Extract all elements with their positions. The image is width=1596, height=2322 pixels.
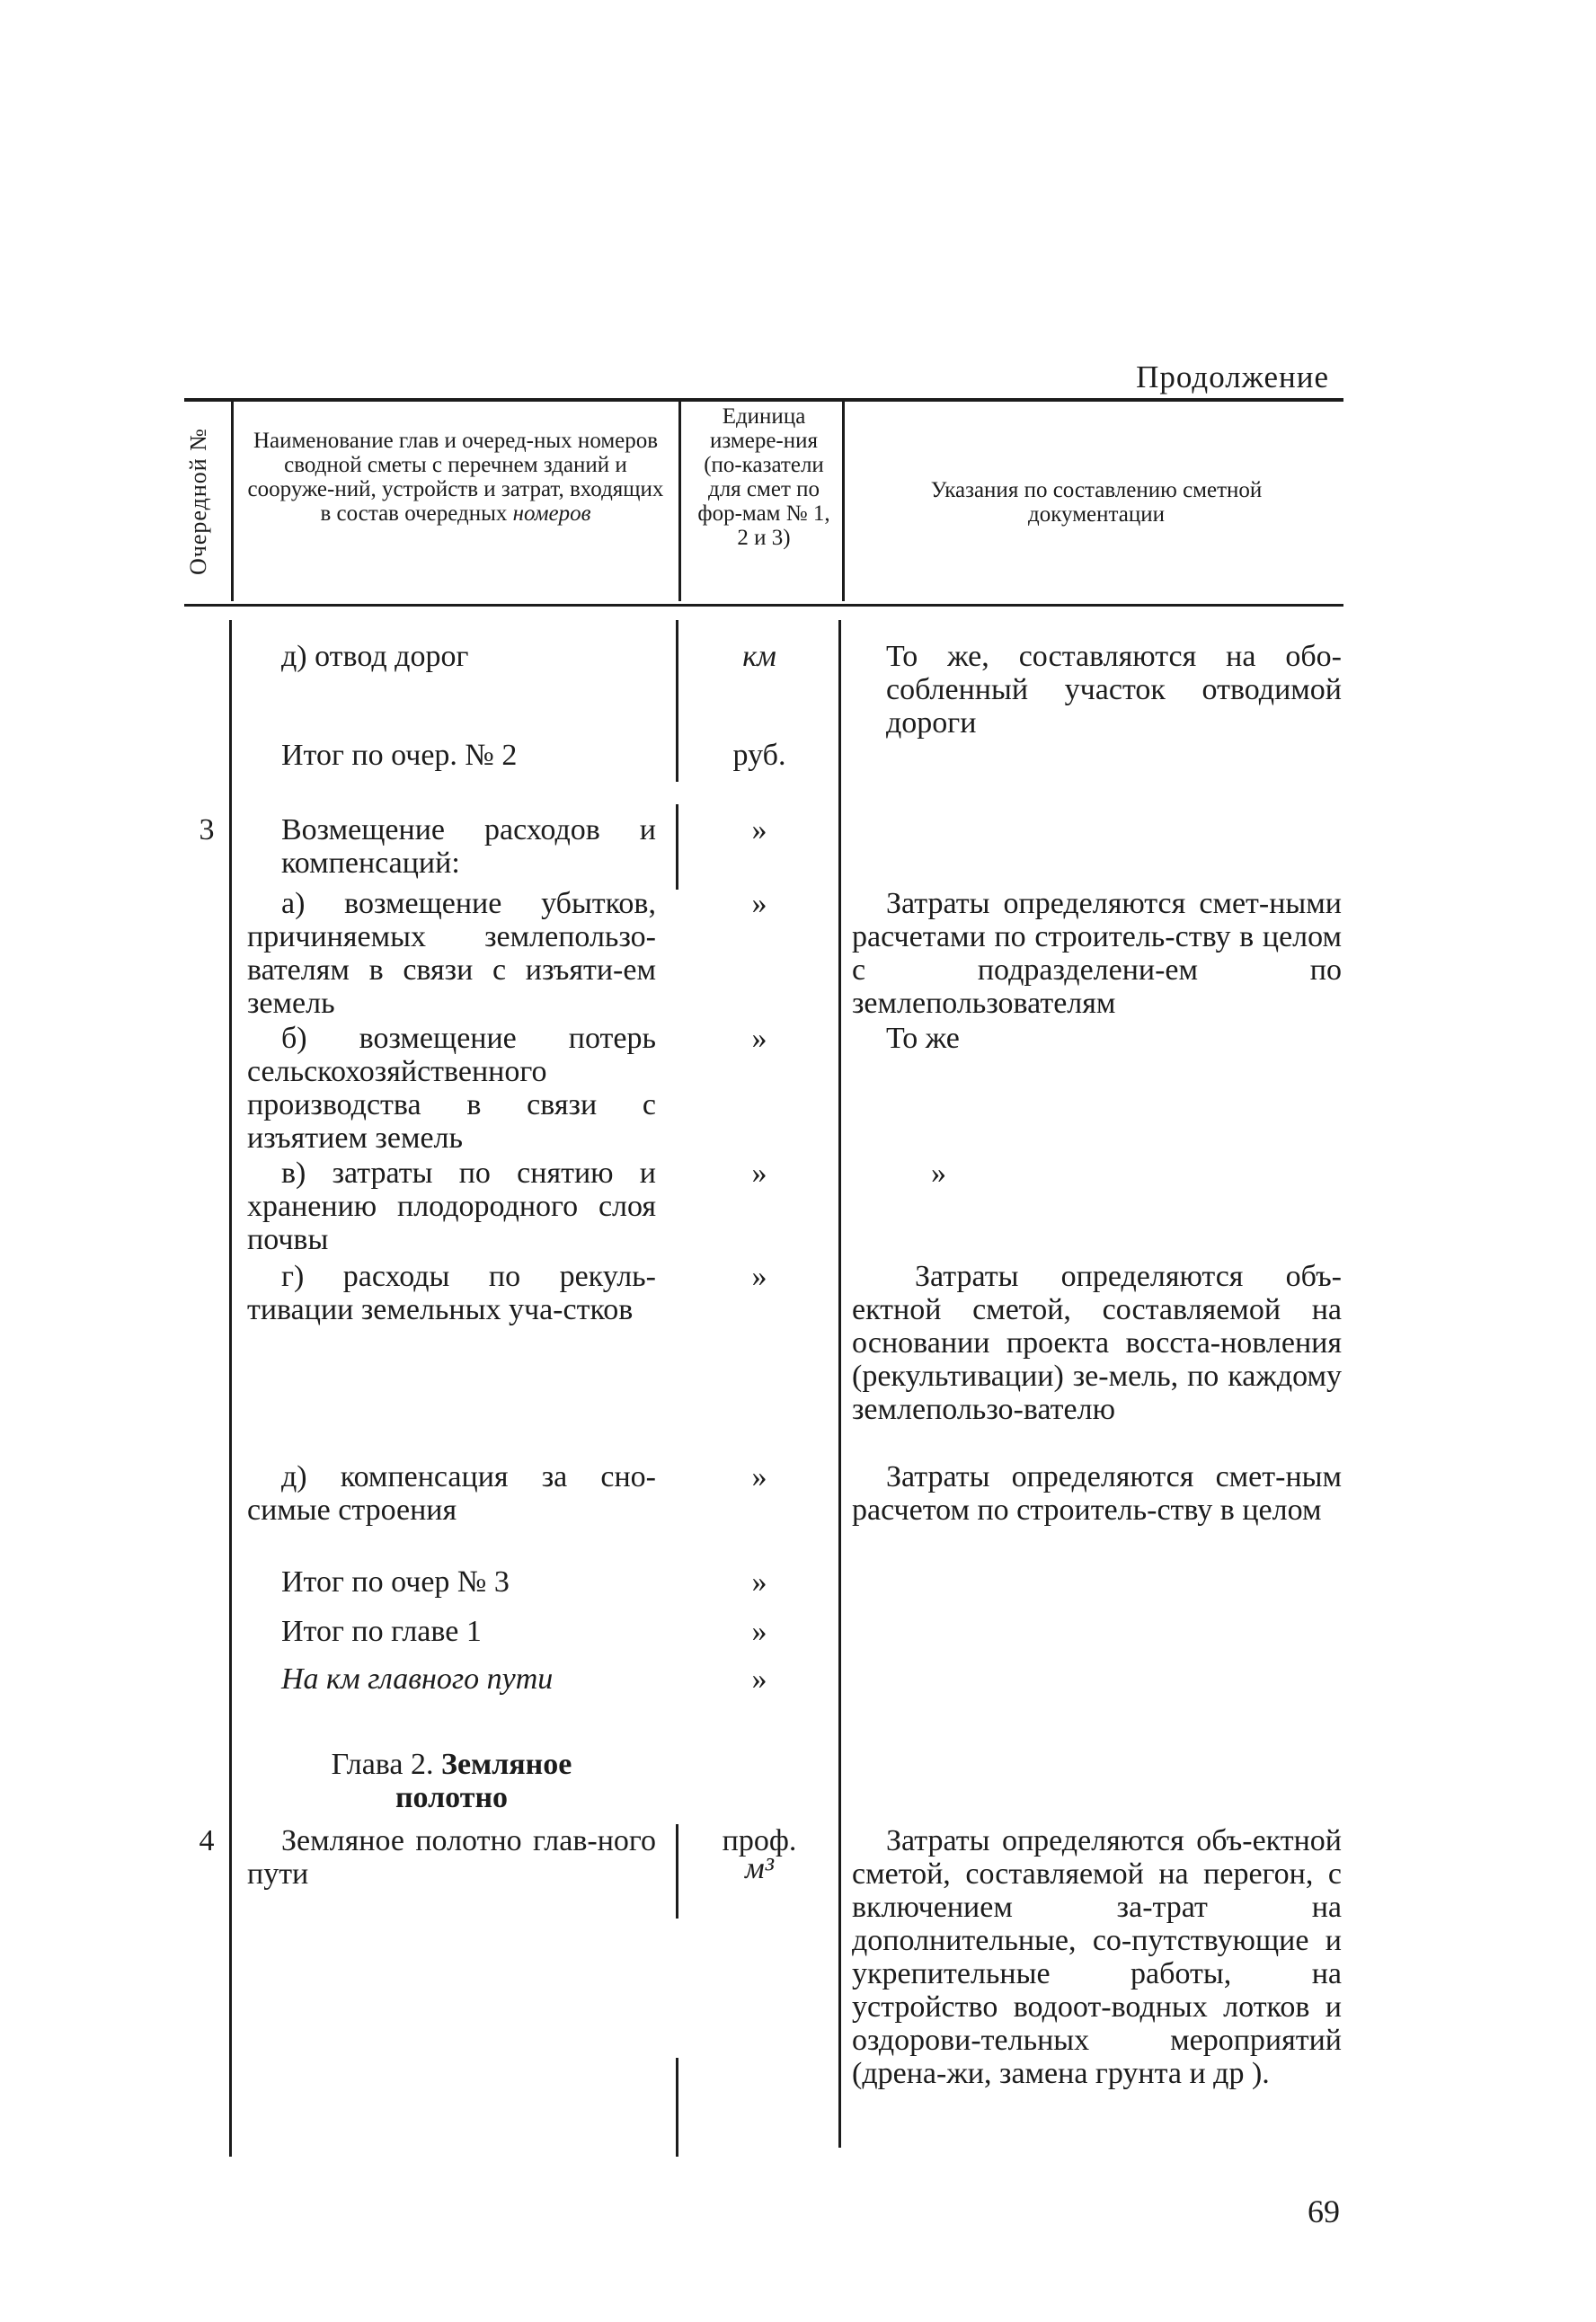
header-col-name	[241, 429, 670, 526]
row-4-unit-1: проф.	[722, 1824, 797, 1857]
body-divider-2b	[676, 804, 678, 890]
row-d-otvod-name: д) отвод дорог	[281, 640, 469, 673]
header-divider-1	[231, 402, 234, 601]
header-col-no: Очередной №	[185, 428, 211, 575]
row-4-unit	[683, 1824, 836, 1885]
row-4-name-text: Земляное полотно глав-ного пути	[247, 1824, 656, 1891]
row-d-otvod-unit: км	[742, 640, 776, 673]
row-b-unit: »	[751, 1022, 767, 1055]
page-number: 69	[1308, 2193, 1340, 2229]
row-b-note: То же	[886, 1022, 960, 1055]
row-itog2-name: Итог по очер. № 2	[281, 739, 518, 772]
row-d-otvod-note: То же, составляются на обо-собленный участок отводимой дороги	[886, 640, 1342, 740]
body-divider-2a	[676, 620, 678, 782]
row-a-name	[247, 887, 656, 1020]
body-divider-2c	[676, 1824, 678, 1919]
row-v-name	[247, 1157, 656, 1256]
header-col-name-italic: номеров	[512, 501, 591, 526]
row-per-km-unit: »	[751, 1662, 767, 1696]
row-4-unit-2: м³	[745, 1852, 774, 1885]
row-per-km-name: На км главного пути	[281, 1662, 554, 1696]
row-g-note-text: Затраты определяются объ-ектной сметой, составляемой на основании проекта восста-новления (рекультивации) зе-мель, по каждому землепользо-вателю	[852, 1260, 1342, 1426]
row-3-name: Возмещение расходов и компенсаций:	[281, 813, 656, 880]
body-divider-2d	[676, 2058, 678, 2157]
row-a-name-text: а) возмещение убытков, причиняемых землепользо-вателям в связи с изъяти-ем земель	[247, 887, 656, 1020]
continuation-label: Продолжение	[1136, 359, 1329, 394]
body-divider-3	[838, 620, 841, 2148]
row-v-note: »	[931, 1157, 946, 1190]
header-col-name-text: Наименование глав и очеред-ных номеров сводной сметы с перечнем зданий и сооруже-ний, устройств и затрат, входящих в состав очередных	[247, 429, 664, 526]
row-a-note	[852, 887, 1342, 1020]
row-g-name	[247, 1260, 656, 1326]
row-dd-name	[247, 1460, 656, 1527]
row-b-name-text: б) возмещение потерь сельскохозяйственного производства в связи с изъятием земель	[247, 1022, 656, 1155]
row-4-note	[852, 1824, 1342, 2090]
row-3-number: 3	[199, 813, 215, 846]
header-divider-3	[842, 402, 845, 601]
row-itog2-unit: руб.	[732, 739, 786, 772]
row-4-number: 4	[199, 1824, 215, 1857]
table-top-rule	[184, 398, 1343, 402]
row-dd-note-text: Затраты определяются смет-ным расчетом по строитель-ству в целом	[852, 1460, 1342, 1527]
header-divider-2	[678, 402, 681, 601]
row-dd-unit: »	[751, 1460, 767, 1493]
body-divider-1	[229, 620, 232, 2157]
row-a-note-text: Затраты определяются смет-ными расчетами по строитель-ству в целом с подразделени-ем по землепользователям	[852, 887, 1342, 1020]
chapter-2-title-2: полотно	[395, 1781, 509, 1814]
row-g-name-text: г) расходы по рекуль-тивации земельных уча-стков	[247, 1260, 656, 1326]
chapter-2-prefix: Глава 2.	[331, 1748, 434, 1781]
row-b-name	[247, 1022, 656, 1155]
row-4-note-text: Затраты определяются объ-ектной сметой, составляемой на перегон, с включением за-трат на дополнительные, со-путствующие и укрепительные работы, на устройство водоот-водных лотков и оздорови-тельных мероприятий (дрена-жи, замена грунта и др ).	[852, 1824, 1342, 2090]
row-itog-chapter-unit: »	[751, 1615, 767, 1648]
row-4-name	[247, 1824, 656, 1891]
row-itog-chapter-name: Итог по главе 1	[281, 1615, 482, 1648]
row-3-unit: »	[751, 813, 767, 846]
chapter-2-heading	[247, 1748, 656, 1814]
row-itog3-unit: »	[751, 1565, 767, 1599]
row-g-note	[852, 1260, 1342, 1426]
row-dd-note	[852, 1460, 1342, 1527]
row-v-unit: »	[751, 1157, 767, 1190]
header-bottom-rule	[184, 604, 1343, 607]
row-g-unit: »	[751, 1260, 767, 1293]
header-col-notes: Указания по составлению сметной документации	[930, 478, 1263, 527]
row-itog3-name: Итог по очер № 3	[281, 1565, 510, 1599]
row-v-name-text: в) затраты по снятию и хранению плодородного слоя почвы	[247, 1157, 656, 1256]
header-col-unit: Единица измере-ния (по-казатели для смет по фор-мам № 1, 2 и 3)	[697, 404, 830, 550]
row-dd-name-text: д) компенсация за сно-симые строения	[247, 1460, 656, 1527]
row-a-unit: »	[751, 887, 767, 920]
chapter-2-title-1: Земляное	[441, 1748, 572, 1781]
